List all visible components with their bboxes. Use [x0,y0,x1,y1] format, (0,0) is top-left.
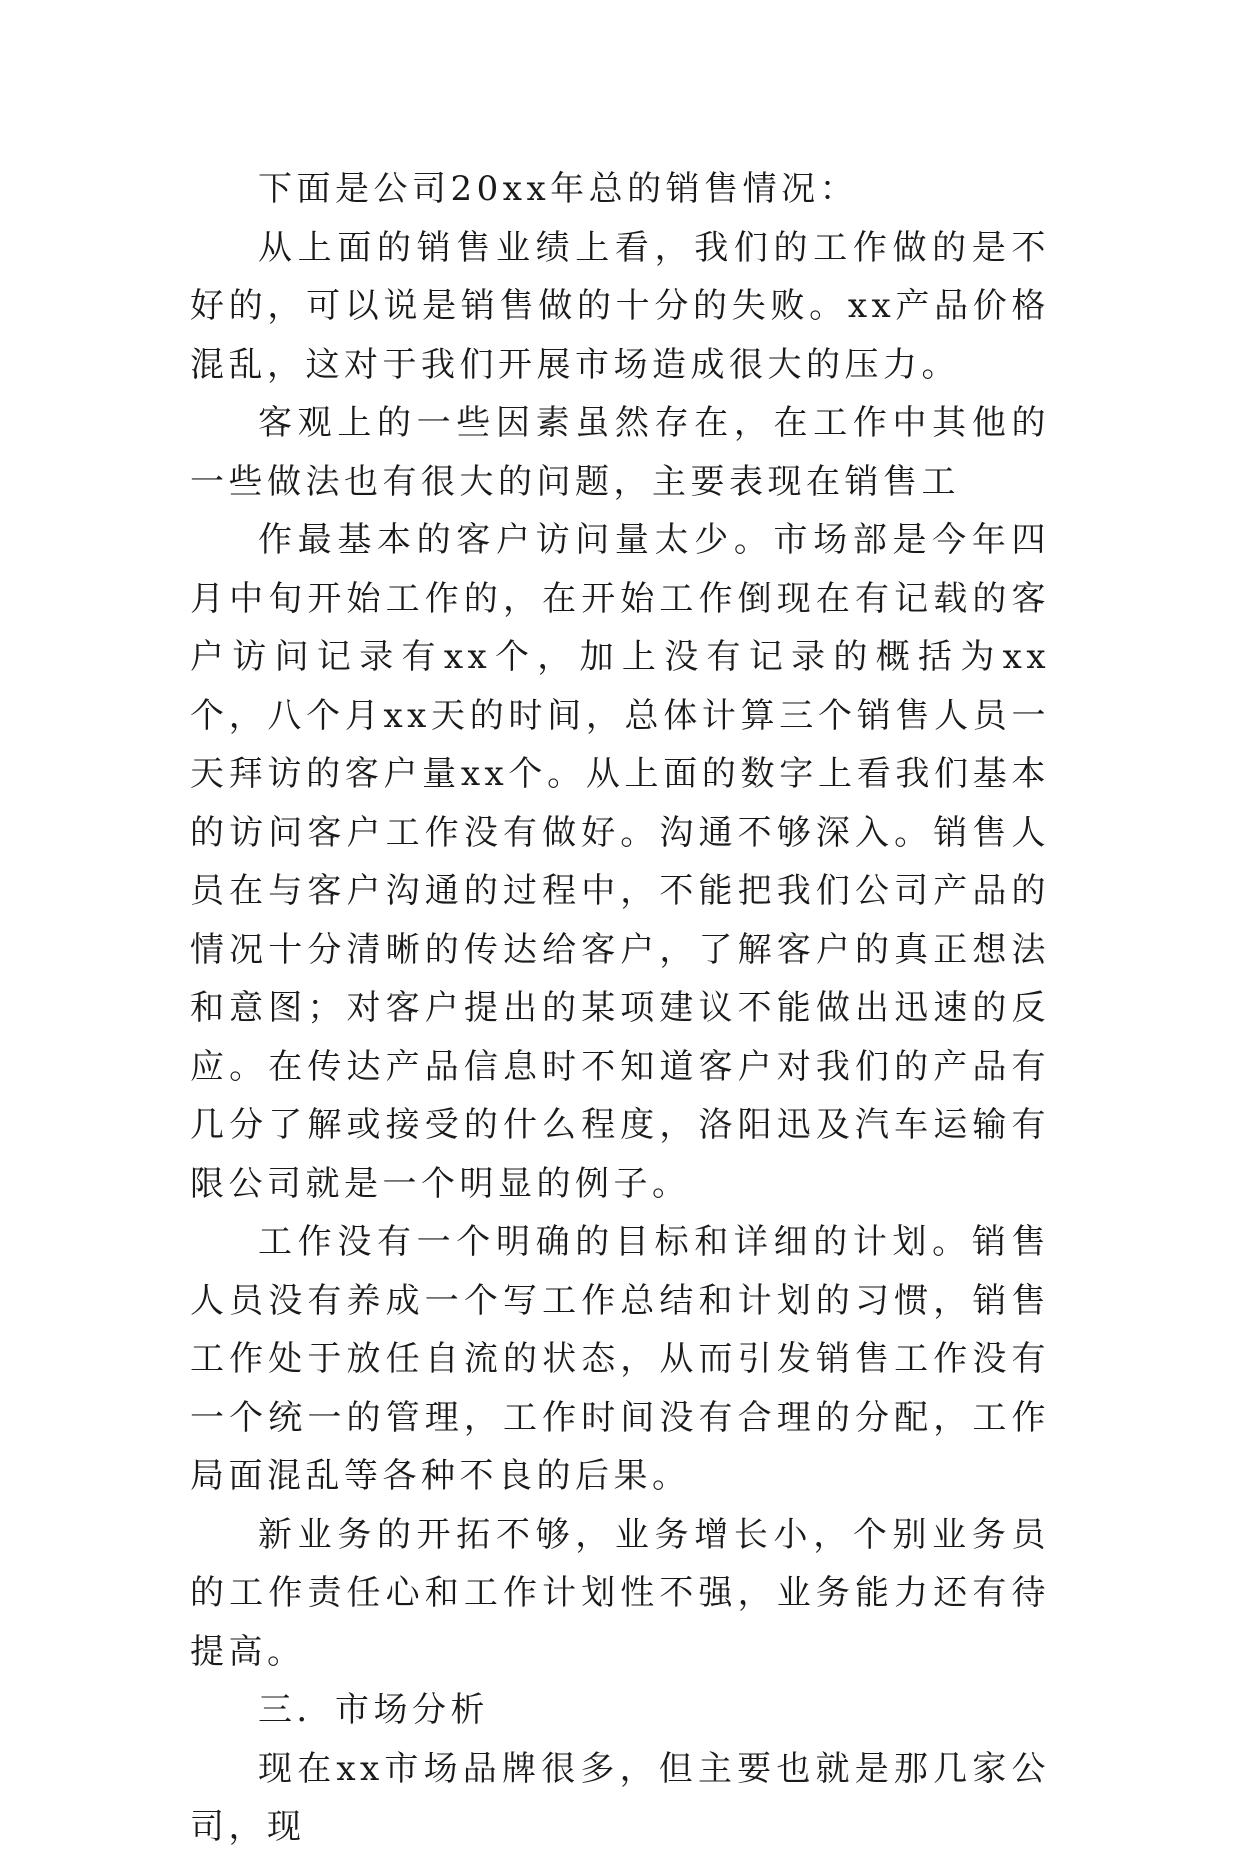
paragraph: 从上面的销售业绩上看，我们的工作做的是不好的，可以说是销售做的十分的失败。xx产品价格混乱，这对于我们开展市场造成很大的压力。 [190,227,1050,385]
body-text [190,160,1050,1857]
paragraph: 现在xx市场品牌很多，但主要也就是那几家公司，现 [190,1748,1050,1847]
paragraph: 客观上的一些因素虽然存在，在工作中其他的一些做法也有很大的问题，主要表现在销售工 [190,403,1050,502]
paragraph: 作最基本的客户访问量太少。市场部是今年四月中旬开始工作的，在开始工作倒现在有记载的客户访问记录有xx个，加上没有记录的概括为xx个，八个月xx天的时间，总体计算三个销售人员一天拜访的客户量xx个。从上面的数字上看我们基本的访问客户工作没有做好。沟通不够深入。销售人员在与客户沟通的过程中，不能把我们公司产品的情况十分清晰的传达给客户，了解客户的真正想法和意图；对客户提出的某项建议不能做出迅速的反应。在传达产品信息时不知道客户对我们的产品有几分了解或接受的什么程度，洛阳迅及汽车运输有限公司就是一个明显的例子。 [190,520,1050,1204]
paragraph: 新业务的开拓不够，业务增长小，个别业务员的工作责任心和工作计划性不强，业务能力还有待提高。 [190,1514,1050,1672]
paragraph: 下面是公司20xx年总的销售情况： [258,169,859,209]
paragraph: 工作没有一个明确的目标和详细的计划。销售人员没有养成一个写工作总结和计划的习惯，销售工作处于放任自流的状态，从而引发销售工作没有一个统一的管理，工作时间没有合理的分配，工作局面混乱等各种不良的后果。 [190,1222,1050,1496]
section-heading: 三．市场分析 [258,1690,489,1730]
